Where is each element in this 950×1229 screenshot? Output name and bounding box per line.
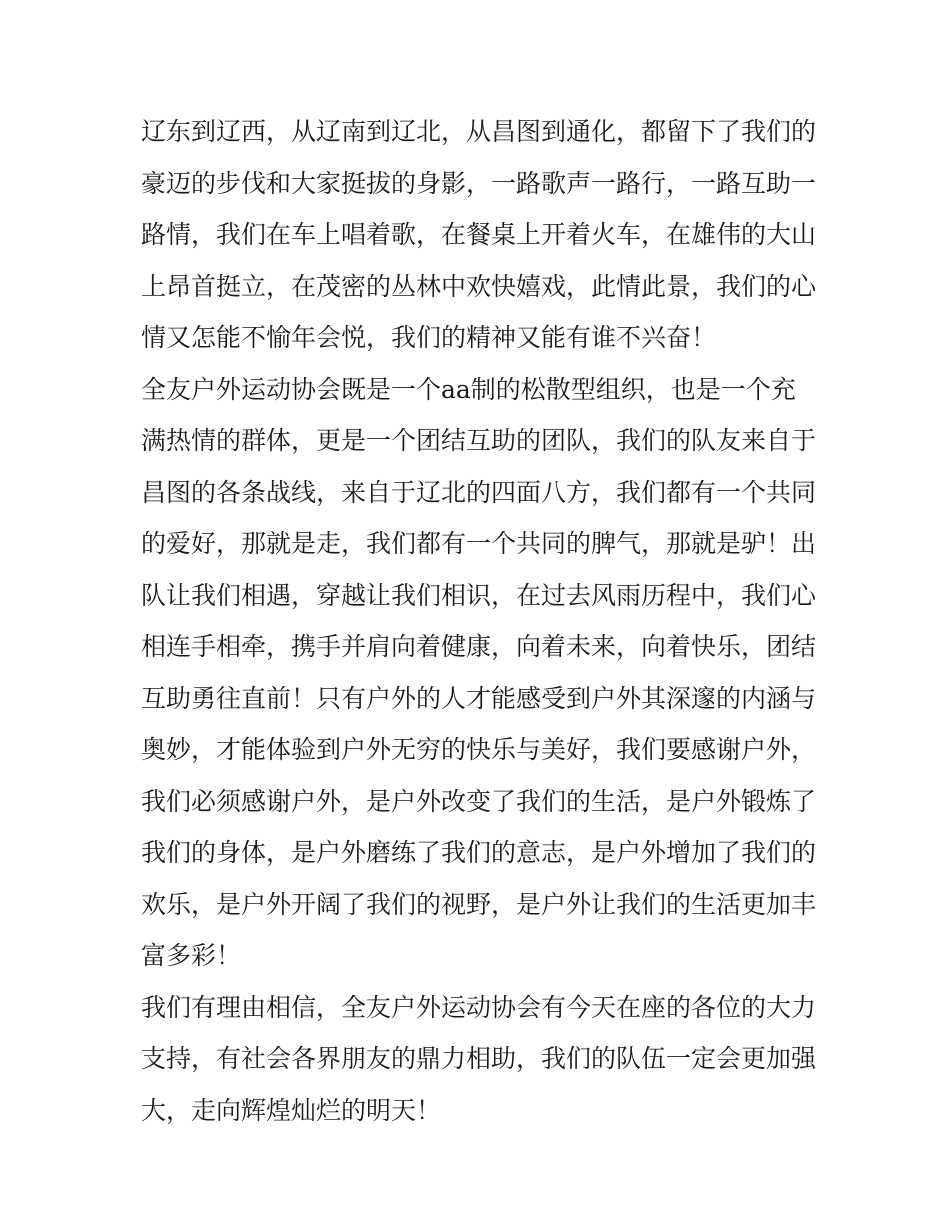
text-line: 我们必须感谢户外，是户外改变了我们的生活，是户外锻炼了 — [141, 786, 817, 816]
text-line: 满热情的群体，更是一个团结互助的团队，我们的队友来自于 — [141, 426, 817, 455]
text-line: 豪迈的步伐和大家挺拔的身影，一路歌声一路行，一路互助一 — [141, 168, 817, 198]
text-line: 支持，有社会各界朋友的鼎力相助，我们的队伍一定会更加强 — [141, 1044, 817, 1073]
text-line: 欢乐，是户外开阔了我们的视野，是户外让我们的生活更加丰 — [141, 889, 817, 919]
text-line: 我们的身体，是户外磨练了我们的意志，是户外增加了我们的 — [141, 838, 817, 867]
text-line: 我们有理由相信，全友户外运动协会有今天在座的各位的大力 — [141, 992, 817, 1022]
text-line: 相连手相牵，携手并肩向着健康，向着未来，向着快乐，团结 — [141, 632, 817, 661]
text-line: 路情，我们在车上唱着歌，在餐桌上开着火车，在雄伟的大山 — [141, 220, 817, 249]
text-line: 大，走向辉煌灿烂的明天！ — [141, 1095, 442, 1125]
text-line: 昌图的各条战线，来自于辽北的四面八方，我们都有一个共同 — [141, 477, 817, 507]
text-line: 的爱好，那就是走，我们都有一个共同的脾气，那就是驴！出 — [141, 529, 817, 558]
document-body — [141, 106, 821, 1136]
text-line: 队让我们相遇，穿越让我们相识，在过去风雨历程中，我们心 — [141, 580, 817, 610]
text-line: 富多彩！ — [141, 941, 242, 970]
text-line: 上昂首挺立，在茂密的丛林中欢快嬉戏，此情此景，我们的心 — [141, 271, 817, 301]
text-line: 辽东到辽西，从辽南到辽北，从昌图到通化，都留下了我们的 — [141, 117, 817, 146]
text-line: 情又怎能不愉年会悦，我们的精神又能有谁不兴奋！ — [141, 323, 717, 352]
text-line: 互助勇往直前！只有户外的人才能感受到户外其深邃的内涵与 — [141, 683, 817, 713]
text-line: 奥妙，才能体验到户外无穷的快乐与美好，我们要感谢户外， — [141, 735, 817, 764]
text-line: 全友户外运动协会既是一个aa制的松散型组织，也是一个充 — [141, 374, 796, 404]
